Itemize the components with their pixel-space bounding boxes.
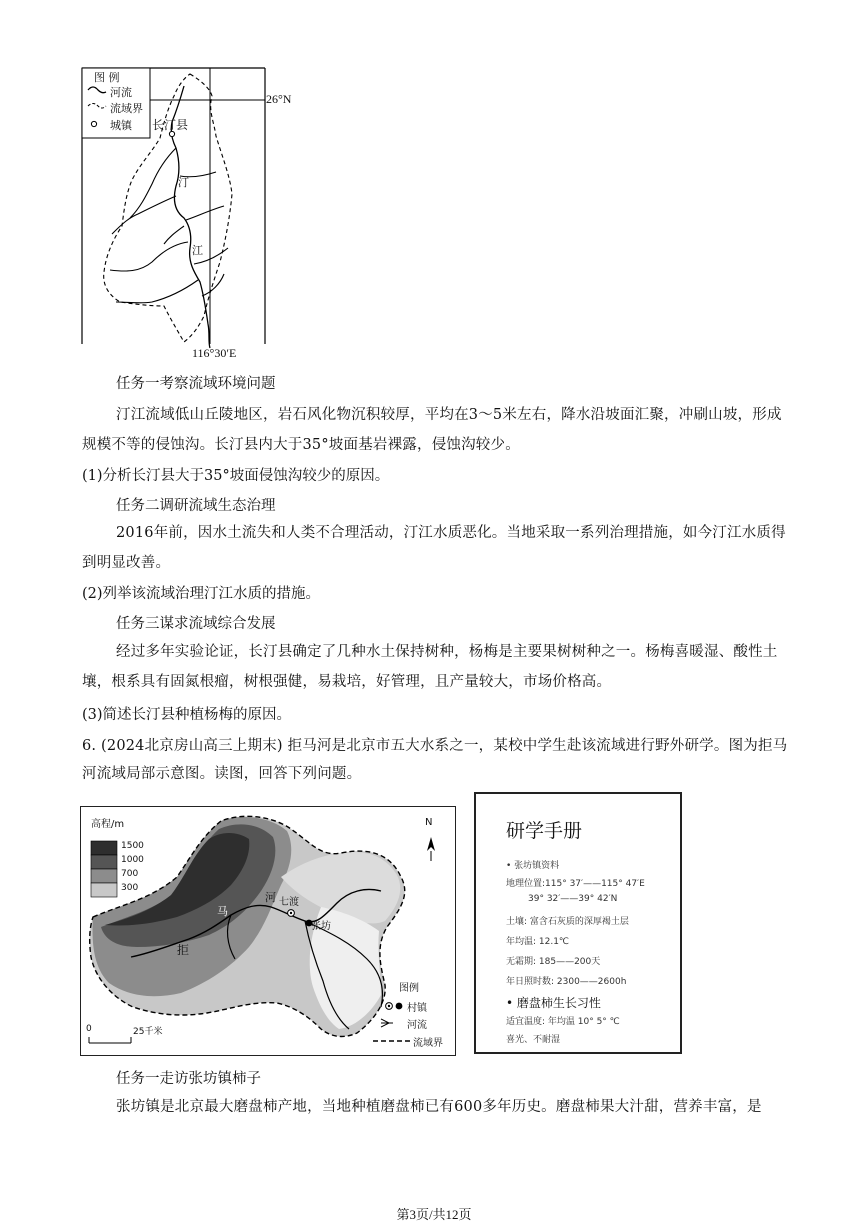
task2-text: 2016年前，因水土流失和人类不合理活动，汀江水质恶化。当地采取一系列治理措施，如今汀江水质得到明显改善。 <box>82 525 786 571</box>
handbook-line: • 磨盘柿生长习性 <box>506 996 601 1010</box>
handbook-line: 地理位置:115° 37′——115° 47′E <box>506 879 645 889</box>
legend-boundary: 流域界 <box>110 102 143 115</box>
research-handbook <box>474 792 682 1054</box>
tingjiang-map <box>80 66 300 362</box>
scale-zero: 0 <box>86 1024 92 1034</box>
handbook-line: 年日照时数: 2300——2600h <box>506 977 627 987</box>
legend-title: 图 例 <box>94 71 120 84</box>
river-char-2: 江 <box>192 244 203 257</box>
handbook-line: 适宜温度: 年均温 10° 5° ℃ <box>506 1017 620 1027</box>
elev-1000: 1000 <box>121 855 144 865</box>
elev-1500: 1500 <box>121 841 144 851</box>
river-char-he: 河 <box>265 891 276 904</box>
river-char-ju: 拒 <box>177 943 190 957</box>
question-3: (3)简述长汀县种植杨梅的原因。 <box>82 707 292 723</box>
jumahe-map <box>80 806 456 1056</box>
scale-label: 25千米 <box>133 1027 163 1037</box>
task1-title: 任务一考察流域环境问题 <box>116 376 276 392</box>
place-qidu: 七渡 <box>279 897 299 908</box>
task-zhangfang-title: 任务一走访张坊镇柿子 <box>116 1071 261 1087</box>
map2-legend-river: 河流 <box>407 1020 427 1031</box>
handbook-line: 土壤: 富含石灰质的深厚褐土层 <box>506 917 629 927</box>
legend-river: 河流 <box>110 86 132 99</box>
task3-text: 经过多年实验论证，长汀县确定了几种水土保持树种，杨梅是主要果树树种之一。杨梅喜暖湿、酸性土壤，根系具有固氮根瘤，树根强健，易栽培，好管理，且产量较大，市场价格高。 <box>82 644 778 690</box>
question-6-intro: 6. (2024北京房山高三上期末) 拒马河是北京市五大水系之一，某校中学生赴该流域进行野外研学。图为拒马河流域局部示意图。读图，回答下列问题。 <box>82 738 788 782</box>
handbook-title: 研学手册 <box>506 820 583 842</box>
river-char-ma: 马 <box>217 905 228 918</box>
elev-700: 700 <box>121 869 139 879</box>
legend-town: 城镇 <box>110 119 132 132</box>
question-1: (1)分析长汀县大于35°坡面侵蚀沟较少的原因。 <box>82 468 390 484</box>
elev-title: 高程/m <box>91 819 125 830</box>
handbook-line: 无霜期: 185——200天 <box>506 957 601 967</box>
longitude-label: 116°30′E <box>192 346 237 360</box>
page-footer: 第3页/共12页 <box>396 1207 472 1222</box>
task1-text: 汀江流域低山丘陵地区，岩石风化物沉积较厚，平均在3～5米左右，降水沿坡面汇聚，冲刷山坡，形成规模不等的侵蚀沟。长汀县内大于35°坡面基岩裸露，侵蚀沟较少。 <box>82 407 782 453</box>
place-zhangfang: 张坊 <box>311 921 331 932</box>
latitude-label: 26°N <box>266 92 292 106</box>
task3-title: 任务三谋求流域综合发展 <box>116 616 276 632</box>
handbook-line: • 张坊镇资料 <box>506 861 560 871</box>
river-char-1: 汀 <box>178 176 189 189</box>
map2-legend-title: 图例 <box>399 983 419 994</box>
question-2: (2)列举该流域治理汀江水质的措施。 <box>82 586 321 602</box>
handbook-line: 喜光、不耐湿 <box>506 1035 561 1045</box>
handbook-line: 39° 32′——39° 42′N <box>528 894 618 904</box>
task-zhangfang-text: 张坊镇是北京最大磨盘柿产地，当地种植磨盘柿已有600多年历史。磨盘柿果大汁甜，营养丰富，是 <box>116 1099 762 1115</box>
task2-title: 任务二调研流域生态治理 <box>116 498 276 514</box>
handbook-line: 年均温: 12.1℃ <box>506 937 570 947</box>
map2-legend-town: 村镇 <box>407 1003 427 1014</box>
north-label: N <box>425 817 433 828</box>
town-label: 长汀县 <box>152 118 189 132</box>
elev-300: 300 <box>121 883 139 893</box>
map2-legend-boundary: 流域界 <box>413 1038 443 1049</box>
